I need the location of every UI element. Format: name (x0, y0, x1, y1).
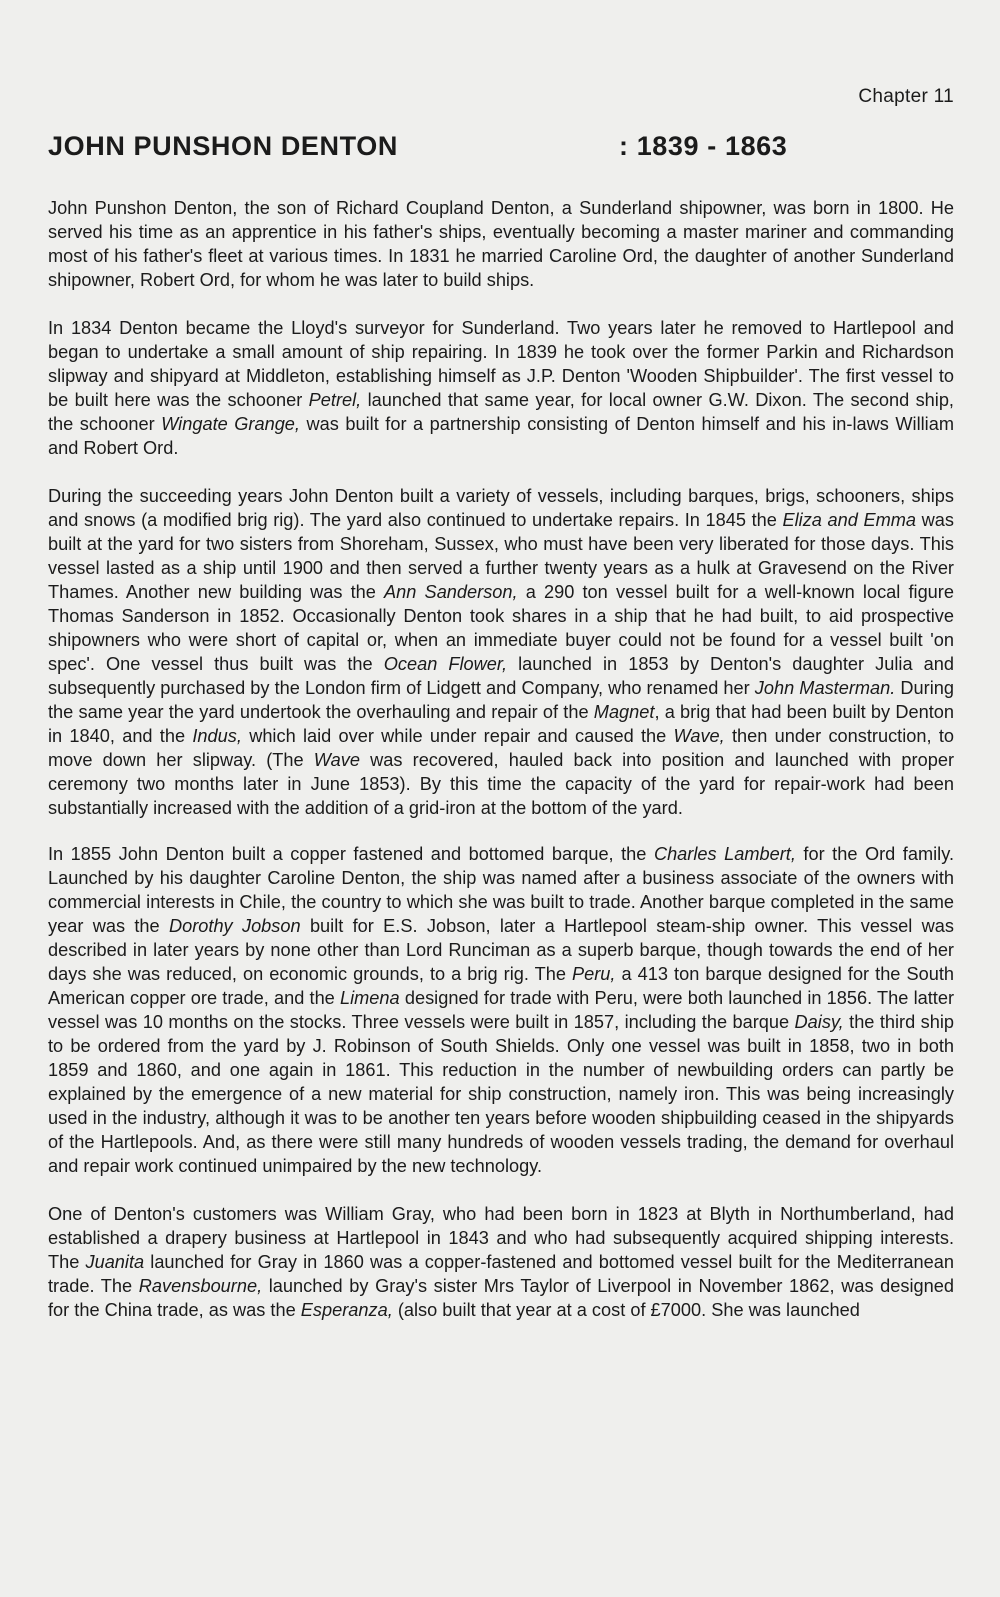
text-run: launched in 1853 by Denton's daughter Julia and subsequently purchased by the London firm of Lidgett and Company, who renamed her (48, 654, 954, 698)
paragraph (48, 842, 954, 1178)
text-run: During the same year the yard undertook the overhauling and repair of the (48, 678, 954, 722)
text-run: launched for Gray in 1860 was a copper-fastened and bottomed vessel built for the Mediterranean trade. The (48, 1252, 954, 1296)
text-run: In 1834 Denton became the Lloyd's surveyor for Sunderland. Two years later he removed to Hartlepool and began to undertake a small amount of ship repairing. In 1839 he took over the former Parkin and Richardson slipway and shipyard at Middleton, establishing himself as J.P. Denton 'Wooden Shipbuilder'. The first vessel to be built here was the schooner (48, 318, 954, 410)
paragraph (48, 1202, 954, 1322)
paragraph (48, 196, 954, 292)
paragraph (48, 484, 954, 820)
text-run: launched by Gray's sister Mrs Taylor of Liverpool in November 1862, was designed for the China trade, as was the (48, 1276, 954, 1320)
text-run: designed for trade with Peru, were both launched in 1856. The latter vessel was 10 months on the stocks. Three vessels were built in 1857, including the barque (48, 988, 955, 1032)
text-run: built for E.S. Jobson, later a Hartlepool steam-ship owner. This vessel was described in later years by none other than Lord Runciman as a superb barque, though towards the end of her days she was reduced, on economic grounds, to a brig rig. The (48, 916, 954, 984)
vessel-name: Magnet (593, 702, 655, 722)
text-run: then under construction, to move down her slipway. (The (48, 726, 954, 770)
paragraph (48, 316, 954, 460)
vessel-name: Ann Sanderson, (384, 582, 518, 602)
vessel-name: Limena (340, 988, 400, 1008)
text-run: John Punshon Denton, the son of Richard Coupland Denton, a Sunderland shipowner, was born in 1800. He served his time as an apprentice in his father's ships, eventually becoming a master mariner and commanding most of his father's fleet at various times. In 1831 he married Caroline Ord, the daughter of another Sunderland shipowner, Robert Ord, for whom he was later to build ships. (48, 198, 954, 290)
body-text (48, 196, 954, 1322)
vessel-name: Dorothy Jobson (168, 916, 301, 936)
vessel-name: Ravensbourne, (138, 1276, 263, 1296)
text-run: In 1855 John Denton built a copper fastened and bottomed barque, the (48, 844, 654, 864)
vessel-name: Daisy, (794, 1012, 844, 1032)
vessel-name: Juanita (85, 1252, 145, 1272)
text-run: During the succeeding years John Denton built a variety of vessels, including barques, brigs, schooners, ships and snows (a modified brig rig). The yard also continued to undertake repairs. In 1845 the (48, 486, 954, 530)
text-run: was recovered, hauled back into position and launched with proper ceremony two months later in June 1853). By this time the capacity of the yard for repair-work had been substantially increased with the addition of a grid-iron at the bottom of the yard. (48, 750, 954, 818)
text-run: a 413 ton barque designed for the South American copper ore trade, and the (48, 964, 954, 1008)
text-run: the third ship to be ordered from the yard by J. Robinson of South Shields. Only one vessel was built in 1858, two in both 1859 and 1860, and one again in 1861. This reduction in the number of newbuilding orders can partly be explained by the emergence of a new material for ship construction, namely iron. This was being increasingly used in the industry, although it was to be another ten years before wooden shipbuilding ceased in the shipyards of the Hartlepools. And, as there were still many hundreds of wooden vessels trading, the demand for overhaul and repair work continued unimpaired by the new technology. (48, 1012, 954, 1176)
text-run: One of Denton's customers was William Gray, who had been born in 1823 at Blyth in Northumberland, had established a drapery business at Hartlepool in 1843 and who had subsequently acquired shipping interests. The (48, 1204, 954, 1272)
vessel-name: Peru, (572, 964, 616, 984)
text-run: was built at the yard for two sisters from Shoreham, Sussex, who must have been very liberated for those days. This vessel lasted as a ship until 1900 and then served a further twenty years as a hulk at Gravesend on the River Thames. Another new building was the (48, 510, 955, 602)
vessel-name: Wave, (673, 726, 725, 746)
vessel-name: Wingate Grange, (161, 414, 300, 434)
vessel-name: Esperanza, (300, 1300, 393, 1320)
text-run: which laid over while under repair and caused the (241, 726, 674, 746)
chapter-title: JOHN PUNSHON DENTON (48, 131, 398, 161)
text-run: for the Ord family. Launched by his daughter Caroline Denton, the ship was named after a business associate of the owners with commercial interests in Chile, the country to which she was built to trade. Another barque completed in the same year was the (48, 844, 954, 936)
vessel-name: Indus, (192, 726, 242, 746)
vessel-name: Charles Lambert, (653, 844, 796, 864)
text-run: was built for a partnership consisting of Denton himself and his in-laws William and Robert Ord. (48, 414, 954, 458)
text-run: a 290 ton vessel built for a well-known local figure Thomas Sanderson in 1852. Occasionally Denton took shares in a ship that he had built, to aid prospective shipowners who were short of capital or, when an immediate buyer could not be found for a vessel built 'on spec'. One vessel thus built was the (48, 582, 954, 674)
chapter-years: : 1839 - 1863 (619, 131, 788, 161)
chapter-label: Chapter 11 (858, 86, 954, 107)
text-run: launched that same year, for local owner G.W. Dixon. The second ship, the schooner (48, 390, 954, 434)
vessel-name: Eliza and Emma (782, 510, 917, 530)
vessel-name: Wave (313, 750, 360, 770)
vessel-name: Ocean Flower, (383, 654, 508, 674)
text-run: (also built that year at a cost of £7000. She was launched (392, 1300, 860, 1320)
text-run: , a brig that had been built by Denton in 1840, and the (48, 702, 954, 746)
vessel-name: Petrel, (308, 390, 362, 410)
vessel-name: John Masterman. (754, 678, 896, 698)
